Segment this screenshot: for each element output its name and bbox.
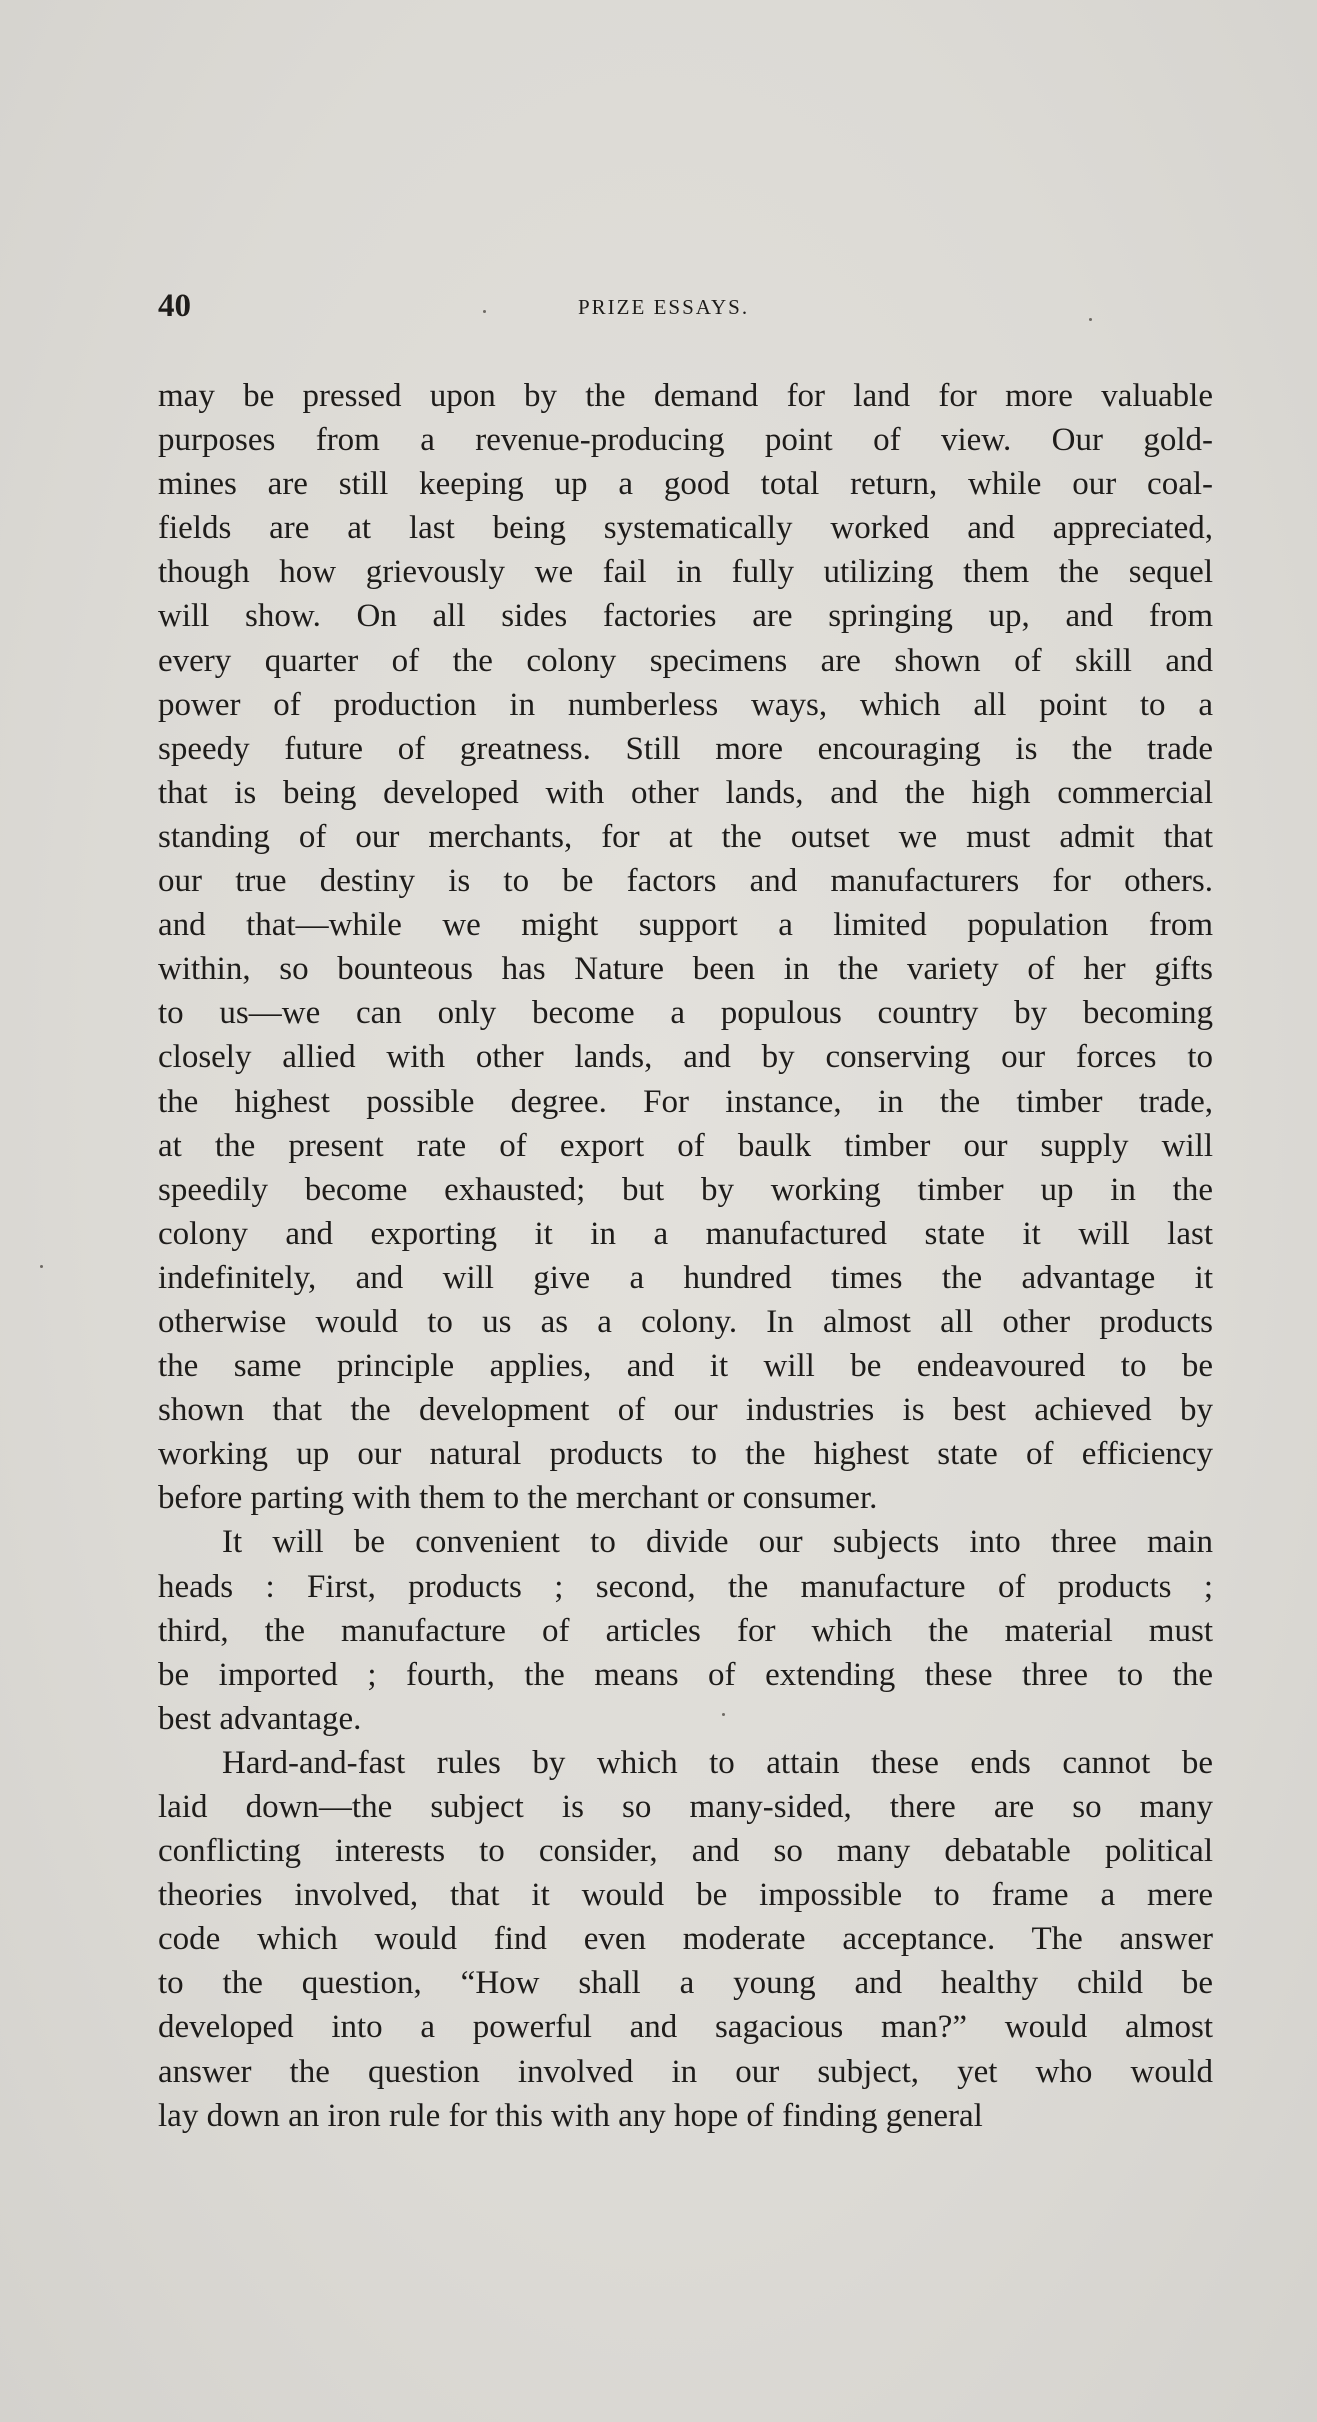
text-line: conflicting interests to consider, and so many debatable political xyxy=(158,1833,1213,1870)
paper-speck xyxy=(722,1713,725,1716)
text-line: answer the question involved in our subject, yet who would xyxy=(158,2053,1213,2090)
text-line: developed into a powerful and sagacious man?” would almost xyxy=(158,2009,1213,2046)
text-line: our true destiny is to be factors and manufacturers for others. xyxy=(158,863,1213,900)
text-line: to us—we can only become a populous country by becoming xyxy=(158,995,1213,1032)
text-line: speedy future of greatness. Still more encouraging is the trade xyxy=(158,730,1213,767)
header-title: PRIZE ESSAYS. xyxy=(578,295,750,319)
text-line: within, so bounteous has Nature been in the variety of her gifts xyxy=(158,951,1213,988)
text-line: purposes from a revenue-producing point of view. Our gold- xyxy=(158,422,1213,459)
text-body xyxy=(158,374,1213,2138)
text-line: may be pressed upon by the demand for land for more valuable xyxy=(158,378,1213,414)
text-line: It will be convenient to divide our subjects into three main xyxy=(222,1524,1213,1561)
text-line: every quarter of the colony specimens are shown of skill and xyxy=(158,642,1213,679)
text-line: best advantage. xyxy=(158,1700,362,1737)
page-number: 40 xyxy=(158,288,191,324)
text-line: before parting with them to the merchant or consumer. xyxy=(158,1480,878,1517)
text-line: theories involved, that it would be impossible to frame a mere xyxy=(158,1877,1213,1914)
text-line: indefinitely, and will give a hundred times the advantage it xyxy=(158,1259,1213,1296)
text-line: speedily become exhausted; but by working timber up in the xyxy=(158,1171,1213,1208)
text-line: fields are at last being systematically worked and appreciated, xyxy=(158,510,1213,547)
text-line: though how grievously we fail in fully utilizing them the sequel xyxy=(158,554,1213,591)
text-line: mines are still keeping up a good total return, while our coal- xyxy=(158,466,1213,503)
paper-speck xyxy=(1089,318,1092,321)
text-line: to the question, “How shall a young and healthy child be xyxy=(158,1965,1213,2002)
running-head xyxy=(158,286,1213,326)
text-line: working up our natural products to the highest state of efficiency xyxy=(158,1436,1213,1473)
text-line: third, the manufacture of articles for which the material must xyxy=(158,1612,1213,1649)
paper-speck xyxy=(483,310,486,313)
text-line: power of production in numberless ways, which all point to a xyxy=(158,686,1213,723)
text-line: standing of our merchants, for at the outset we must admit that xyxy=(158,818,1213,855)
text-line: the highest possible degree. For instance, in the timber trade, xyxy=(158,1083,1213,1120)
text-line: and that—while we might support a limited population from xyxy=(158,907,1213,944)
paper-speck xyxy=(40,1265,43,1268)
text-line: at the present rate of export of baulk timber our supply will xyxy=(158,1127,1213,1164)
text-line: colony and exporting it in a manufactured state it will last xyxy=(158,1215,1213,1252)
text-line: code which would find even moderate acceptance. The answer xyxy=(158,1921,1213,1958)
text-line: Hard-and-fast rules by which to attain these ends cannot be xyxy=(222,1744,1213,1781)
text-line: shown that the development of our industries is best achieved by xyxy=(158,1392,1213,1429)
text-line: will show. On all sides factories are springing up, and from xyxy=(158,598,1213,635)
text-line: closely allied with other lands, and by conserving our forces to xyxy=(158,1039,1213,1076)
text-line: laid down—the subject is so many-sided, there are so many xyxy=(158,1789,1213,1825)
text-line: heads : First, products ; second, the manufacture of products ; xyxy=(158,1568,1213,1605)
text-line: lay down an iron rule for this with any hope of finding general xyxy=(158,2097,983,2134)
text-line: the same principle applies, and it will be endeavoured to be xyxy=(158,1348,1213,1385)
text-line: that is being developed with other lands, and the high commercial xyxy=(158,774,1213,811)
text-line: be imported ; fourth, the means of extending these three to the xyxy=(158,1656,1213,1693)
text-line: otherwise would to us as a colony. In almost all other products xyxy=(158,1303,1213,1340)
